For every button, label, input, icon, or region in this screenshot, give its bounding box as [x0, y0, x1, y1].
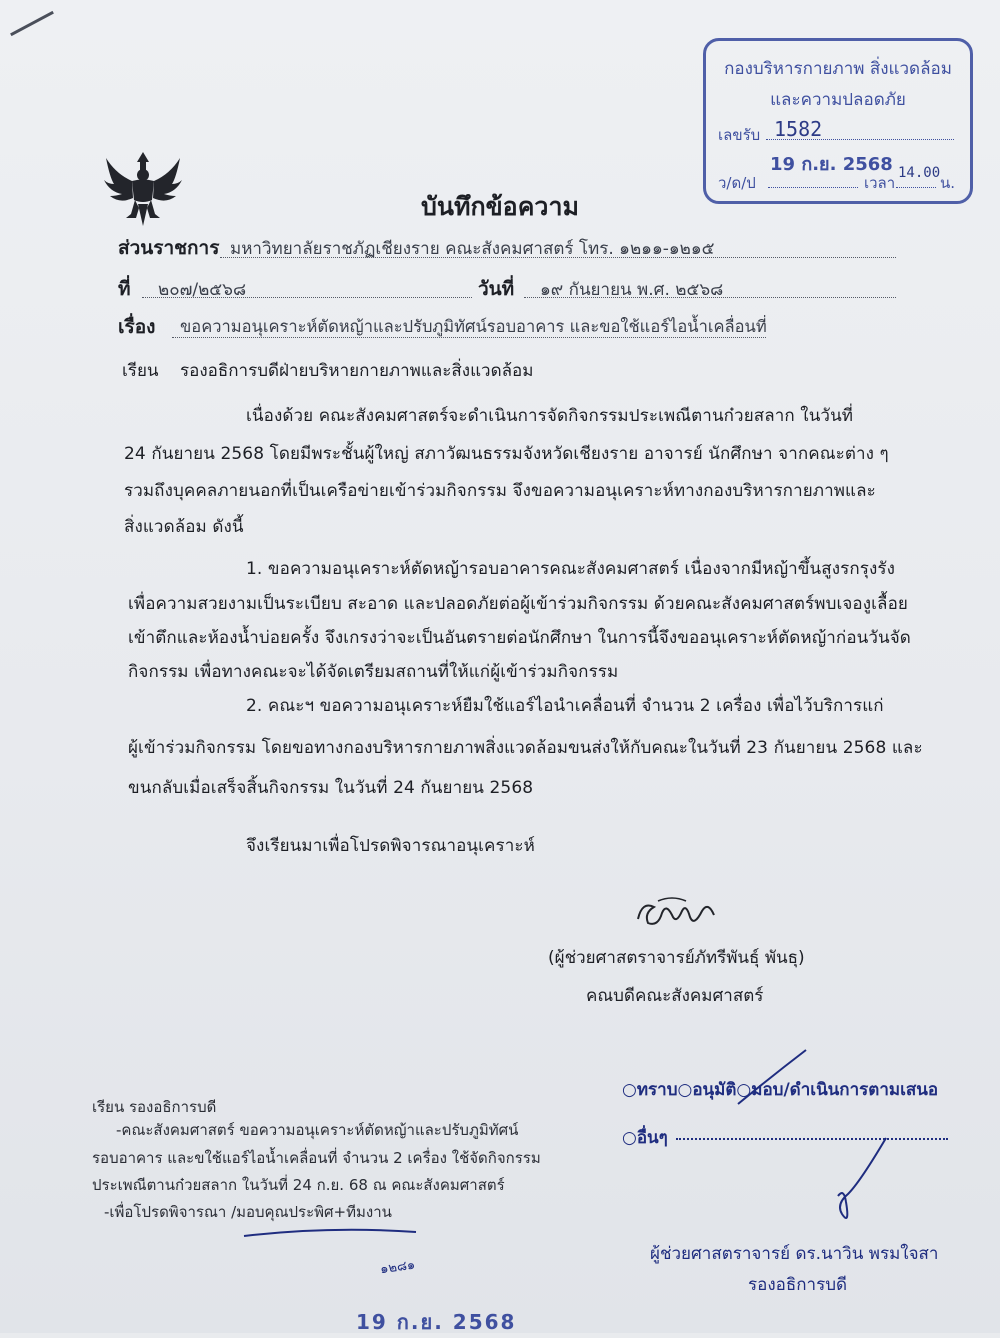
stamp-office-line1: กองบริหารกายภาพ สิ่งแวดล้อม [724, 59, 952, 79]
memo-title: บันทึกข้อความ [421, 192, 579, 221]
dean-position: คณบดีคณะสังคมศาสตร์ [586, 986, 764, 1006]
order-options: ○ทราบ○อนุมัติ○มอบ/ดำเนินการตามเสนอ [622, 1080, 939, 1100]
note-line: เรียน รองอธิการบดี [92, 1098, 217, 1116]
ref-value: ๒๐๗/๒๕๖๘ [158, 280, 247, 300]
stamp-date-label: ว/ด/ป [718, 174, 756, 192]
dean-signature-icon [632, 893, 722, 933]
stamp-time-label: เวลา [864, 174, 896, 192]
stamp-time: 14.00 [898, 165, 941, 181]
body-line: 24 กันยายน 2568 โดยมีพระชั้นผู้ใหญ่ สภาวัฒนธรรมจังหวัดเชียงราย อาจารย์ นักศึกษา จากคณะต่าง ๆ [124, 444, 889, 464]
body-line: กิจกรรม เพื่อทางคณะจะได้จัดเตรียมสถานที่ให้แก่ผู้เข้าร่วมกิจกรรม [128, 662, 619, 682]
receiving-stamp [703, 38, 973, 204]
body-line: 2. คณะฯ ขอความอนุเคราะห์ยืมใช้แอร์ไอนำเคลื่อนที่ จำนวน 2 เครื่อง เพื่อไว้บริการแก่ [246, 696, 884, 716]
date-value: ๑๙ กันยายน พ.ศ. ๒๕๖๘ [540, 280, 724, 300]
dean-name: (ผู้ช่วยศาสตราจารย์ภัทรีพันธุ์ พันธุ) [548, 948, 805, 968]
order-check-mark [732, 1046, 812, 1112]
body-line: เพื่อความสวยงามเป็นระเบียบ สะอาด และปลอดภัยต่อผู้เข้าร่วมกิจกรรม ด้วยคณะสังคมศาสตร์พบเจองูเลื้อย [128, 594, 908, 614]
stamp-office-line2: และความปลอดภัย [770, 90, 906, 110]
date-label: วันที่ [478, 278, 515, 300]
subject-value: ขอความอนุเคราะห์ตัดหญ้าและปรับภูมิทัศน์รอบอาคาร และขอใช้แอร์ไอน้ำเคลื่อนที่ [180, 317, 767, 336]
note-underline [240, 1222, 420, 1242]
pen-mark [10, 11, 54, 36]
vice-president-signature-icon [826, 1132, 896, 1232]
subject-label: เรื่อง [118, 316, 156, 338]
agency-label: ส่วนราชการ [118, 237, 220, 259]
body-line: ผู้เข้าร่วมกิจกรรม โดยขอทางกองบริหารกายภาพสิ่งแวดล้อมขนส่งให้กับคณะในวันที่ 23 กันยายน 2568 และ [128, 738, 923, 758]
vice-president-name: ผู้ช่วยศาสตราจารย์ ดร.นาวิน พรมใจสา [650, 1244, 939, 1264]
body-line: 1. ขอความอนุเคราะห์ตัดหญ้ารอบอาคารคณะสังคมศาสตร์ เนื่องจากมีหญ้าขึ้นสูงรกรุงรัง [246, 559, 896, 579]
body-line: เนื่องด้วย คณะสังคมศาสตร์จะดำเนินการจัดกิจกรรมประเพณีตานก๋วยสลาก ในวันที่ [246, 406, 854, 426]
note-line: รอบอาคาร และขใช้แอร์ไอน้ำเคลื่อนที่ จำนวน 2 เครื่อง ใช้จัดกิจกรรม [92, 1149, 541, 1167]
note-date-stamp: 19 ก.ย. 2568 [356, 1310, 517, 1334]
body-line: สิ่งแวดล้อม ดังนี้ [124, 517, 244, 537]
stamp-recv-number: 1582 [774, 117, 823, 141]
ref-label: ที่ [118, 278, 131, 300]
note-handwritten-number: ๑๒๘๑ [379, 1257, 417, 1278]
agency-value: มหาวิทยาลัยราชภัฏเชียงราย คณะสังคมศาสตร์ โทร. ๑๒๑๑-๑๒๑๕ [230, 239, 715, 259]
order-other-dots [676, 1138, 948, 1140]
note-line: ประเพณีตานก๋วยสลาก ในวันที่ 24 ก.ย. 68 ณ คณะสังคมศาสตร์ [92, 1176, 505, 1194]
body-line: ขนกลับเมื่อเสร็จสิ้นกิจกรรม ในวันที่ 24 กันยายน 2568 [128, 778, 534, 798]
vice-president-position: รองอธิการบดี [748, 1275, 848, 1295]
body-line: รวมถึงบุคคลภายนอกที่เป็นเครือข่ายเข้าร่วมกิจกรรม จึงขอความอนุเคราะห์ทางกองบริหารกายภาพและ [124, 481, 876, 501]
salutation-label: เรียน [122, 361, 159, 381]
order-other: ○อื่นๆ [622, 1128, 668, 1148]
body-line: จึงเรียนมาเพื่อโปรดพิจารณาอนุเคราะห์ [246, 836, 535, 856]
stamp-date: 19 ก.ย. 2568 [770, 154, 893, 175]
salutation-to: รองอธิการบดีฝ่ายบริหายกายภาพและสิ่งแวดล้อม [180, 361, 534, 381]
stamp-time-unit: น. [940, 174, 956, 192]
note-line: -คณะสังคมศาสตร์ ขอความอนุเคราะห์ตัดหญ้าและปรับภูมิทัศน์ [116, 1121, 519, 1139]
body-line: เข้าตึกและห้องน้ำบ่อยครั้ง จึงเกรงว่าจะเป็นอันตรายต่อนักศึกษา ในการนี้จึงขออนุเคราะห์ตัดหญ้าก่อนวันจัด [128, 628, 911, 648]
stamp-recv-label: เลขรับ [718, 126, 761, 144]
note-line: -เพื่อโปรดพิจารณา /มอบคุณประพิศ+ทีมงาน [104, 1203, 392, 1221]
